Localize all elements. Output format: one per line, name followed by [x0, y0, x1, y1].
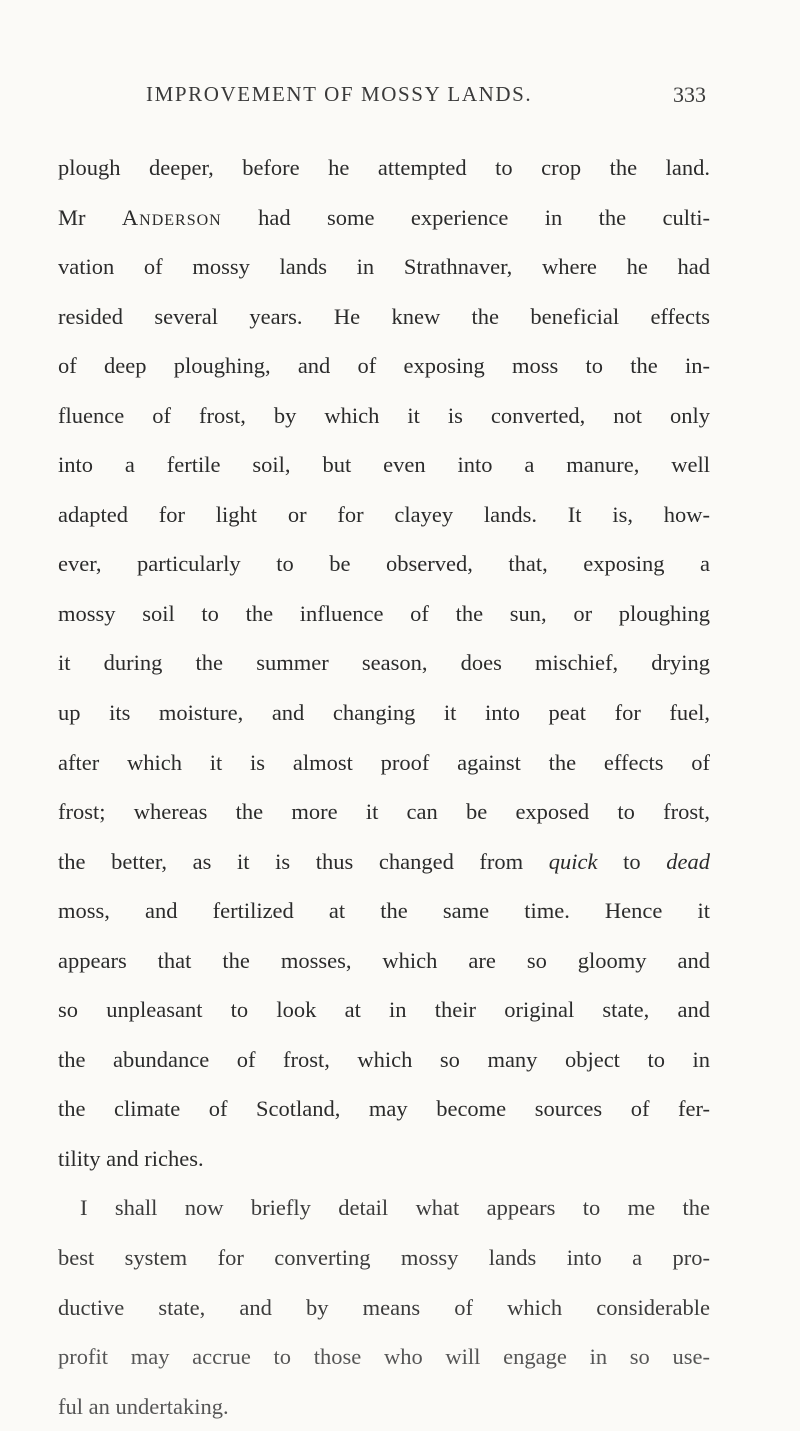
text-line: best system for converting mossy lands into a pro- — [58, 1245, 710, 1271]
text-line: tility and riches. — [58, 1145, 204, 1171]
text-line: ductive state, and by means of which considerable — [58, 1294, 710, 1320]
body-text — [58, 143, 710, 1431]
page-number: 333 — [673, 82, 706, 107]
text-line: ful an undertaking. — [58, 1393, 229, 1419]
text-line: moss, and fertilized at the same time. Hence it — [58, 898, 710, 924]
text-line: fluence of frost, by which it is converted, not only — [58, 402, 710, 428]
running-title: IMPROVEMENT OF MOSSY LANDS. — [146, 82, 533, 106]
text-line: into a fertile soil, but even into a manure, well — [58, 452, 710, 478]
text-run: Mr — [58, 204, 122, 230]
text-line: it during the summer season, does mischief, drying — [58, 650, 710, 676]
text-run: had some experience in the culti- — [221, 204, 710, 230]
text-line: I shall now briefly detail what appears to me the — [80, 1195, 710, 1221]
text-line: vation of mossy lands in Strathnaver, where he had — [58, 254, 710, 280]
text-line: the abundance of frost, which so many object to in — [58, 1046, 710, 1072]
text-line: after which it is almost proof against the effects of — [58, 749, 710, 775]
page-header — [146, 82, 706, 122]
text-line: appears that the mosses, which are so gloomy and — [58, 947, 710, 973]
text-line: adapted for light or for clayey lands. It is, how- — [58, 501, 710, 527]
text-line: resided several years. He knew the beneficial effects — [58, 303, 710, 329]
small-caps-name: Anderson — [121, 204, 222, 230]
italic-word: quick — [548, 848, 598, 874]
text-line: ever, particularly to be observed, that, exposing a — [58, 551, 710, 577]
italic-word: dead — [666, 848, 710, 874]
text-line: mossy soil to the influence of the sun, or ploughing — [58, 600, 710, 626]
text-line: frost; whereas the more it can be exposed to frost, — [58, 799, 710, 825]
text-line: of deep ploughing, and of exposing moss to the in- — [58, 353, 710, 379]
text-run: to — [597, 848, 667, 874]
text-run: the better, as it is thus changed from — [58, 848, 549, 874]
text-line: profit may accrue to those who will engage in so use- — [58, 1344, 710, 1370]
text-line: plough deeper, before he attempted to crop the land. — [58, 155, 710, 180]
text-line: so unpleasant to look at in their original state, and — [58, 997, 710, 1023]
text-line — [58, 837, 710, 887]
text-line: the climate of Scotland, may become sources of fer- — [58, 1096, 710, 1122]
text-line — [58, 193, 710, 243]
text-line: up its moisture, and changing it into peat for fuel, — [58, 700, 710, 726]
